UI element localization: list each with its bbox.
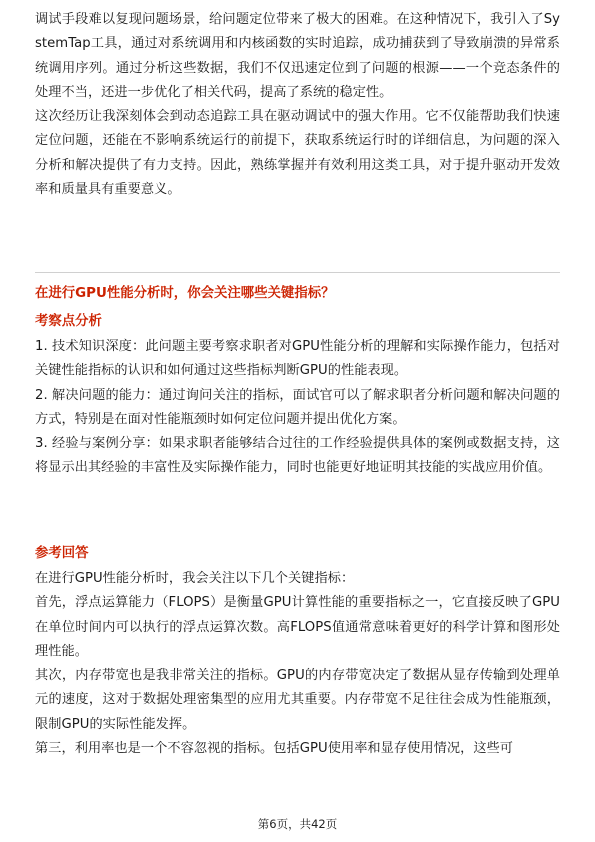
analysis-list <box>35 335 560 481</box>
intro-section <box>35 8 560 202</box>
answer-paragraph: 第三，利用率也是一个不容忽视的指标。包括GPU使用率和显存使用情况，这些可 <box>35 741 514 757</box>
analysis-item: 1. 技术知识深度：此问题主要考察求职者对GPU性能分析的理解和实际操作能力，包括对关键性能指标的认识和如何通过这些指标判断GPU的性能表现。 <box>35 339 560 379</box>
analysis-heading: 考察点分析 <box>35 314 102 329</box>
section-divider <box>35 272 560 273</box>
intro-paragraph: 这次经历让我深刻体会到动态追踪工具在驱动调试中的强大作用。它不仅能帮助我们快速定位问题，还能在不影响系统运行的前提下，获取系统运行时的详细信息，为问题的深入分析和解决提供了有力支持。因此，熟练掌握并有效利用这类工具，对于提升驱动开发效率和质量具有重要意义。 <box>35 109 560 198</box>
answer-body <box>35 567 560 761</box>
answer-paragraph: 首先，浮点运算能力（FLOPS）是衡量GPU计算性能的重要指标之一，它直接反映了GPU在单位时间内可以执行的浮点运算次数。高FLOPS值通常意味着更好的科学计算和图形处理性能。 <box>35 595 560 659</box>
analysis-item: 3. 经验与案例分享：如果求职者能够结合过往的工作经验提供具体的案例或数据支持，这将显示出其经验的丰富性及实际操作能力，同时也能更好地证明其技能的实战应用价值。 <box>35 436 560 476</box>
answer-paragraph: 其次，内存带宽也是我非常关注的指标。GPU的内存带宽决定了数据从显存传输到处理单元的速度，这对于数据处理密集型的应用尤其重要。内存带宽不足往往会成为性能瓶颈，限制GPU的实际性能发挥。 <box>35 668 560 732</box>
intro-paragraph: 调试手段难以复现问题场景，给问题定位带来了极大的困难。在这种情况下，我引入了SystemTap工具，通过对系统调用和内核函数的实时追踪，成功捕获到了导致崩溃的异常系统调用序列。通过分析这些数据，我们不仅迅速定位到了问题的根源——一个竞态条件的处理不当，还进一步优化了相关代码，提高了系统的稳定性。 <box>35 12 560 100</box>
analysis-item: 2. 解决问题的能力：通过询问关注的指标，面试官可以了解求职者分析问题和解决问题的方式，特别是在面对性能瓶颈时如何定位问题并提出优化方案。 <box>35 387 560 427</box>
interview-question: 在进行GPU性能分析时，你会关注哪些关键指标？ <box>35 286 335 301</box>
answer-paragraph: 在进行GPU性能分析时，我会关注以下几个关键指标： <box>35 571 355 586</box>
answer-heading: 参考回答 <box>35 546 89 561</box>
page-number: 第6页，共42页 <box>257 817 338 831</box>
